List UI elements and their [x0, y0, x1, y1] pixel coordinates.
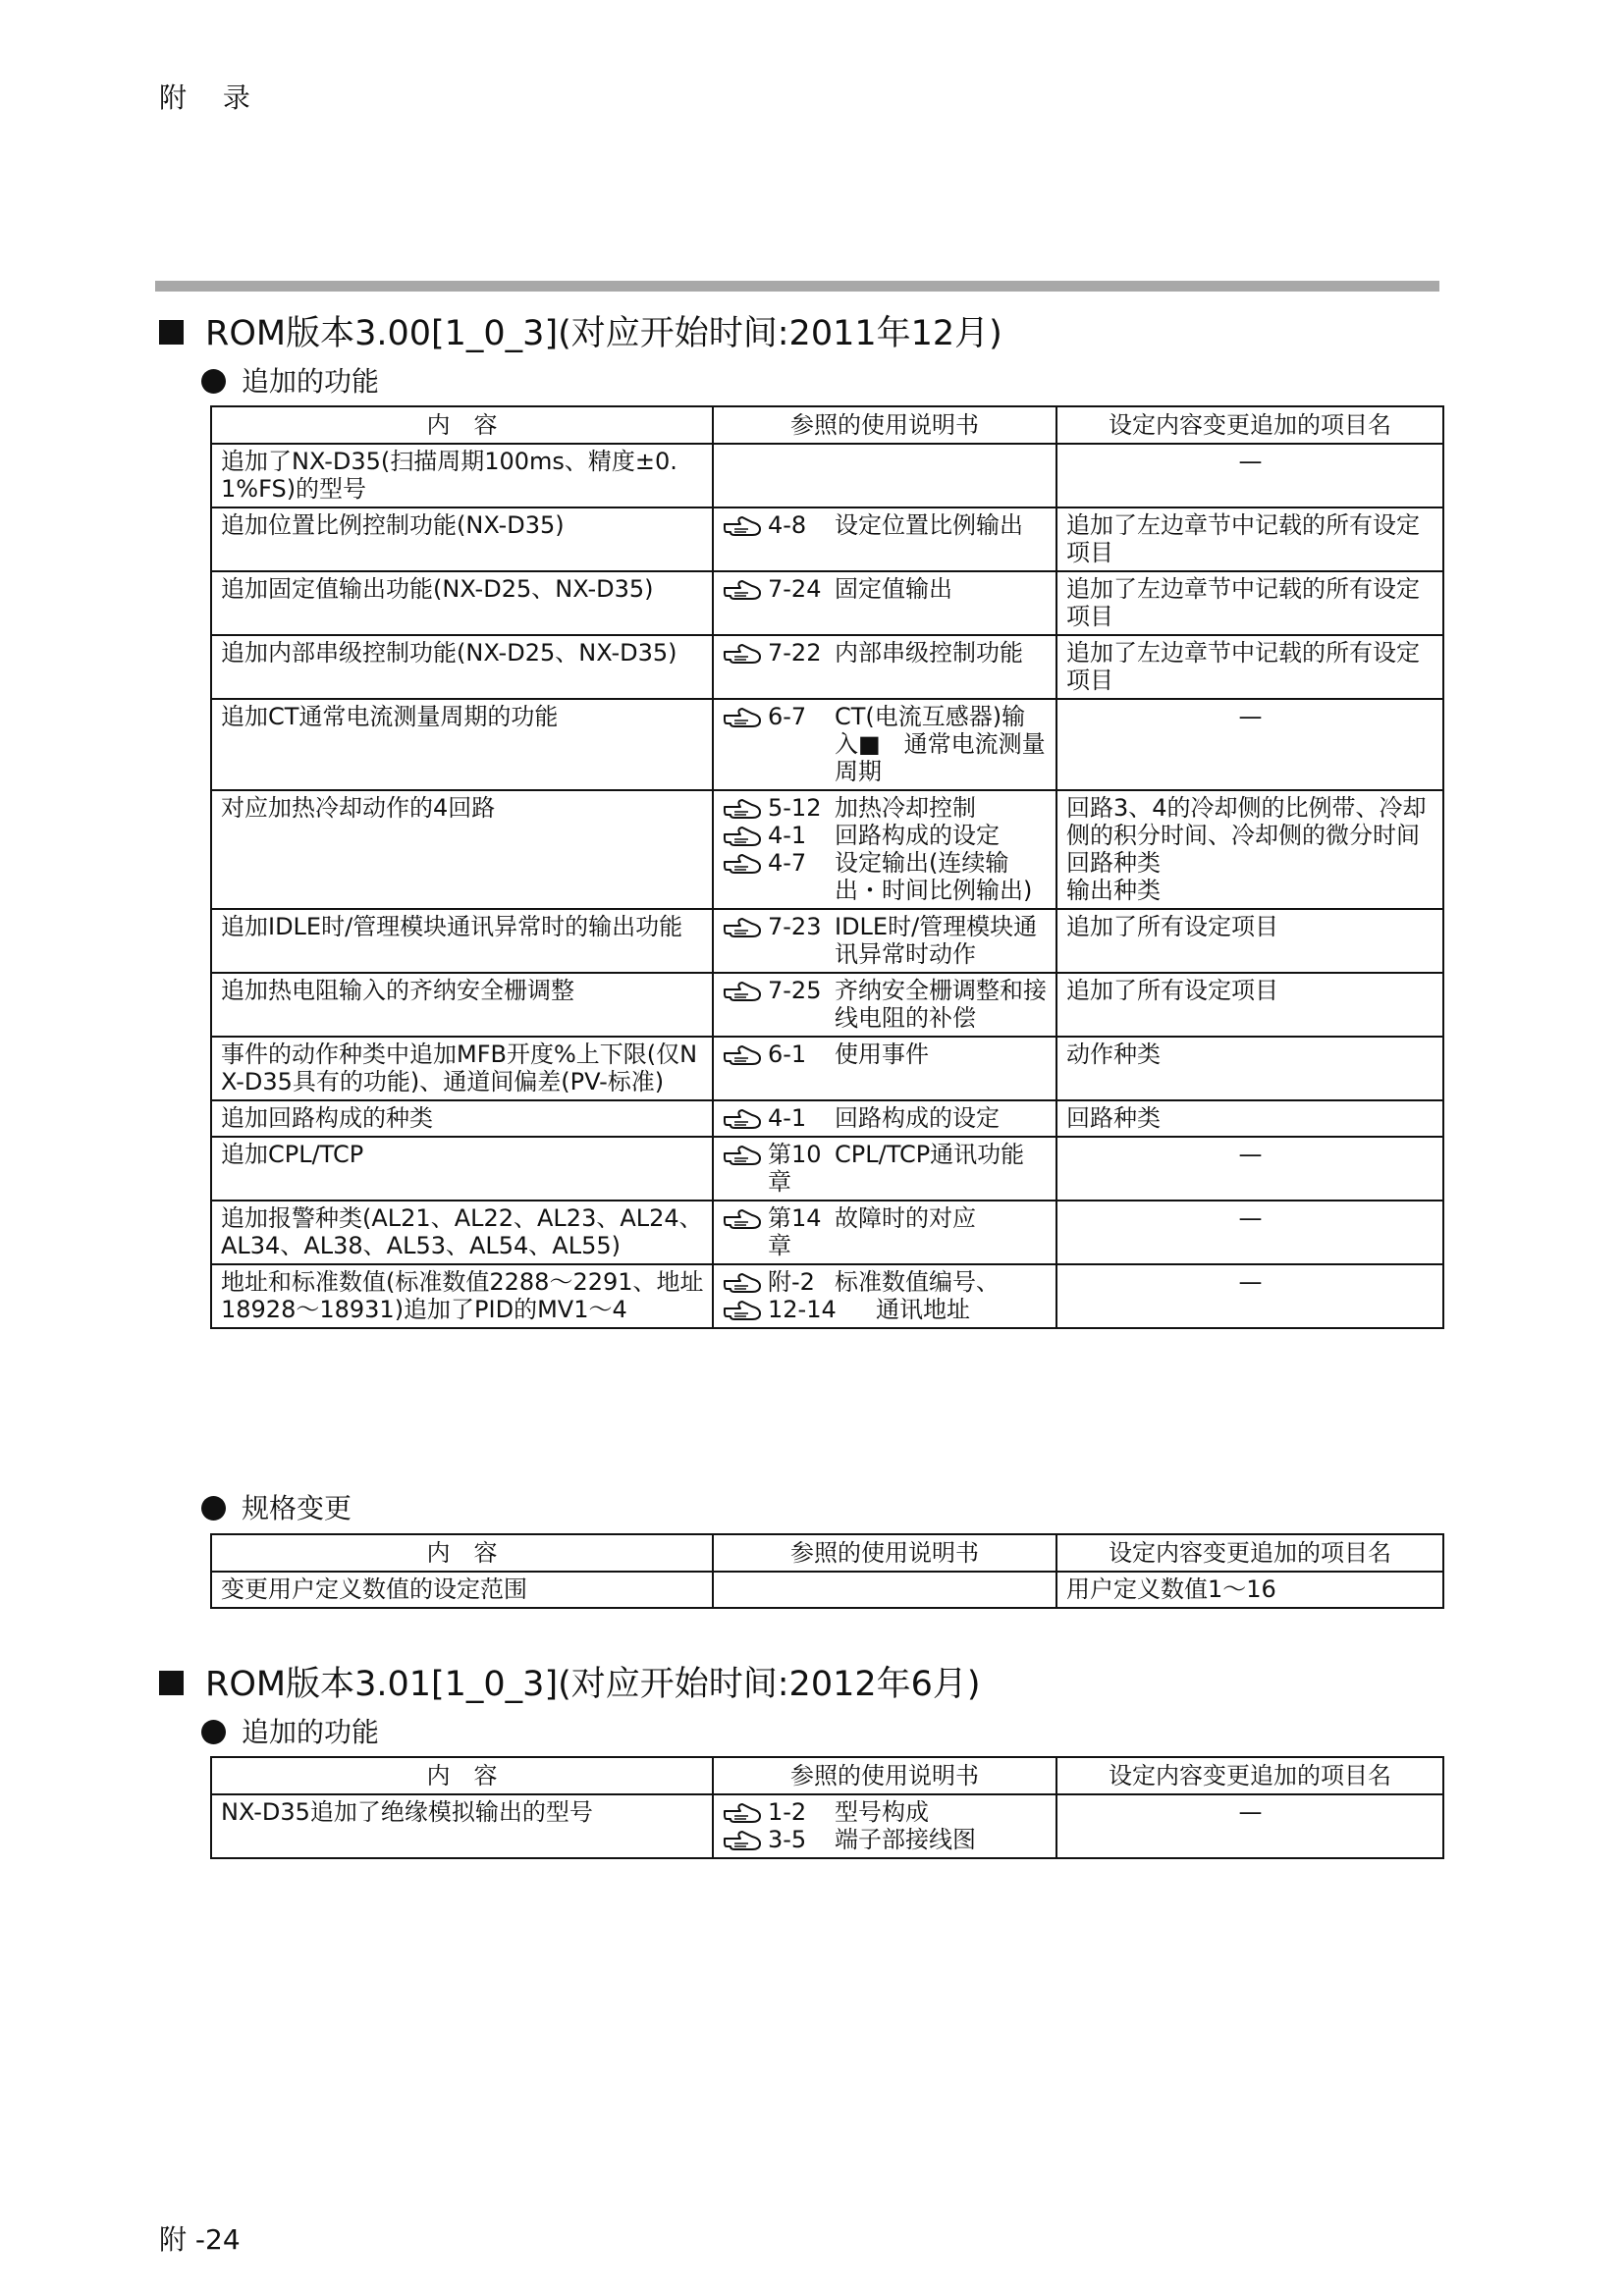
added-functions-table [210, 405, 1444, 1329]
subheading-added-functions: 追加的功能 [201, 360, 379, 400]
pointing-hand-icon [723, 703, 764, 728]
pointing-hand-icon [723, 1798, 764, 1824]
settings-cell: 追加了所有设定项目 [1056, 909, 1443, 973]
settings-cell: — [1056, 699, 1443, 790]
reference-cell [713, 1264, 1056, 1328]
settings-cell: 动作种类 [1056, 1037, 1443, 1100]
subheading-added-functions-2: 追加的功能 [201, 1711, 379, 1750]
table-row [211, 909, 1443, 973]
manual-reference [723, 849, 1048, 904]
manual-reference [723, 1104, 1048, 1132]
manual-reference [723, 575, 1048, 603]
content-cell: 追加报警种类(AL21、AL22、AL23、AL24、AL34、AL38、AL53、AL54、AL55) [211, 1201, 713, 1264]
content-cell: 变更用户定义数值的设定范围 [211, 1572, 713, 1608]
table-row [211, 635, 1443, 699]
reference-text: 故障时的对应 [835, 1204, 976, 1232]
pointing-hand-icon [723, 794, 764, 820]
reference-text: CT(电流互感器)输入■ 通常电流测量周期 [835, 703, 1046, 785]
column-header: 参照的使用说明书 [713, 1757, 1056, 1794]
settings-cell: — [1056, 1137, 1443, 1201]
reference-text: 型号构成 [835, 1798, 929, 1826]
table-row [211, 1572, 1443, 1608]
manual-reference [723, 794, 1048, 822]
pointing-hand-icon [723, 511, 764, 537]
manual-reference [723, 977, 1048, 1032]
reference-cell [713, 909, 1056, 973]
reference-text: 齐纳安全栅调整和接线电阻的补偿 [835, 977, 1047, 1032]
pointing-hand-icon [723, 1041, 764, 1066]
table-row [211, 1137, 1443, 1201]
page-number: 附 -24 [159, 2223, 241, 2256]
reference-text: 使用事件 [835, 1041, 929, 1068]
reference-cell [713, 635, 1056, 699]
content-cell: 追加CPL/TCP [211, 1137, 713, 1201]
reference-text: IDLE时/管理模块通讯异常时动作 [835, 913, 1038, 968]
content-cell: 追加固定值输出功能(NX-D25、NX-D35) [211, 571, 713, 635]
pointing-hand-icon [723, 822, 764, 847]
content-cell: 事件的动作种类中追加MFB开度%上下限(仅NX-D35具有的功能)、通道间偏差(PV-标准) [211, 1037, 713, 1100]
pointing-hand-icon [723, 1141, 764, 1166]
manual-reference [723, 703, 1048, 785]
pointing-hand-icon [723, 1296, 764, 1321]
table-row [211, 1037, 1443, 1100]
table-row [211, 699, 1443, 790]
settings-cell: — [1056, 1264, 1443, 1328]
reference-page: 4-7 [768, 849, 807, 877]
reference-page: 7-25 [768, 977, 822, 1004]
reference-cell [713, 1037, 1056, 1100]
table-row [211, 973, 1443, 1037]
column-header: 内 容 [211, 1757, 713, 1794]
settings-cell: — [1056, 1794, 1443, 1858]
reference-text: 设定位置比例输出 [835, 511, 1023, 539]
manual-reference [723, 511, 1048, 539]
reference-text: 内部串级控制功能 [835, 639, 1023, 667]
circle-bullet-icon [201, 369, 226, 394]
reference-text: 加热冷却控制 [835, 794, 976, 822]
square-bullet-icon [159, 320, 184, 345]
content-cell: 追加热电阻输入的齐纳安全栅调整 [211, 973, 713, 1037]
column-header: 内 容 [211, 406, 713, 444]
content-cell: 追加了NX-D35(扫描周期100ms、精度±0.1%FS)的型号 [211, 444, 713, 507]
pointing-hand-icon [723, 1826, 764, 1851]
column-header: 内 容 [211, 1534, 713, 1572]
reference-page: 4-8 [768, 511, 807, 539]
table-row [211, 1100, 1443, 1137]
table-row [211, 444, 1443, 507]
circle-bullet-icon [201, 1720, 226, 1744]
table-row [211, 1794, 1443, 1858]
reference-cell [713, 444, 1056, 507]
reference-page: 4-1 [768, 822, 807, 849]
circle-bullet-icon [201, 1496, 226, 1521]
pointing-hand-icon [723, 977, 764, 1002]
reference-text: 回路构成的设定 [835, 1104, 1000, 1132]
manual-reference [723, 1041, 1048, 1068]
column-header: 设定内容变更追加的项目名 [1056, 1534, 1443, 1572]
page-header: 附 录 [159, 81, 264, 114]
pointing-hand-icon [723, 575, 764, 601]
reference-text: 端子部接线图 [835, 1826, 976, 1853]
reference-page: 7-22 [768, 639, 822, 667]
table-row [211, 571, 1443, 635]
reference-page: 附-2 [768, 1268, 815, 1296]
column-header: 设定内容变更追加的项目名 [1056, 1757, 1443, 1794]
spec-change-table [210, 1533, 1444, 1609]
content-cell: 追加IDLE时/管理模块通讯异常时的输出功能 [211, 909, 713, 973]
settings-cell: 追加了左边章节中记载的所有设定项目 [1056, 635, 1443, 699]
reference-cell [713, 507, 1056, 571]
settings-cell: 追加了左边章节中记载的所有设定项目 [1056, 507, 1443, 571]
content-cell: NX-D35追加了绝缘模拟输出的型号 [211, 1794, 713, 1858]
pointing-hand-icon [723, 849, 764, 875]
reference-page: 第10章 [768, 1141, 822, 1196]
content-cell: 追加位置比例控制功能(NX-D35) [211, 507, 713, 571]
manual-reference [723, 1798, 1048, 1826]
table-header-row [211, 1534, 1443, 1572]
table-row [211, 1201, 1443, 1264]
pointing-hand-icon [723, 639, 764, 665]
settings-cell: 回路种类 [1056, 1100, 1443, 1137]
settings-cell: — [1056, 444, 1443, 507]
settings-cell: 用户定义数值1～16 [1056, 1572, 1443, 1608]
reference-text: CPL/TCP通讯功能 [835, 1141, 1025, 1168]
manual-reference [723, 1268, 1048, 1296]
settings-cell: — [1056, 1201, 1443, 1264]
section-title-rom-3-00: ROM版本3.00[1_0_3](对应开始时间:2011年12月) [159, 306, 1002, 355]
table-row [211, 1264, 1443, 1328]
reference-page: 3-5 [768, 1826, 807, 1853]
square-bullet-icon [159, 1671, 184, 1695]
reference-cell [713, 1201, 1056, 1264]
reference-cell [713, 1100, 1056, 1137]
reference-text: 设定输出(连续输出・时间比例输出) [835, 849, 1033, 904]
pointing-hand-icon [723, 1268, 764, 1294]
reference-cell [713, 1572, 1056, 1608]
reference-cell [713, 1137, 1056, 1201]
reference-page: 6-7 [768, 703, 807, 730]
settings-cell: 回路3、4的冷却侧的比例带、冷却侧的积分时间、冷却侧的微分时间 回路种类 输出种类 [1056, 790, 1443, 909]
reference-cell [713, 571, 1056, 635]
column-header: 设定内容变更追加的项目名 [1056, 406, 1443, 444]
column-header: 参照的使用说明书 [713, 1534, 1056, 1572]
manual-reference [723, 822, 1048, 849]
table-row [211, 507, 1443, 571]
reference-text: 固定值输出 [835, 575, 952, 603]
reference-cell [713, 790, 1056, 909]
reference-text: 标准数值编号、 [835, 1268, 1000, 1296]
content-cell: 追加CT通常电流测量周期的功能 [211, 699, 713, 790]
subheading-spec-change: 规格变更 [201, 1487, 352, 1526]
reference-page: 7-23 [768, 913, 822, 940]
reference-text: 通讯地址 [876, 1296, 970, 1323]
column-header: 参照的使用说明书 [713, 406, 1056, 444]
manual-reference [723, 1826, 1048, 1853]
reference-page: 第14章 [768, 1204, 822, 1259]
content-cell: 对应加热冷却动作的4回路 [211, 790, 713, 909]
content-cell: 地址和标准数值(标准数值2288～2291、地址18928～18931)追加了PID的MV1～4 [211, 1264, 713, 1328]
reference-page: 12-14 [768, 1296, 837, 1323]
manual-reference [723, 639, 1048, 667]
settings-cell: 追加了所有设定项目 [1056, 973, 1443, 1037]
added-functions-table-2 [210, 1756, 1444, 1859]
table-row [211, 790, 1443, 909]
manual-reference [723, 1296, 1048, 1323]
pointing-hand-icon [723, 1104, 764, 1130]
reference-text: 回路构成的设定 [835, 822, 1000, 849]
reference-page: 1-2 [768, 1798, 807, 1826]
section-divider [155, 281, 1439, 292]
section-title-rom-3-01: ROM版本3.01[1_0_3](对应开始时间:2012年6月) [159, 1657, 981, 1706]
pointing-hand-icon [723, 913, 764, 938]
manual-reference [723, 1204, 1048, 1259]
reference-page: 7-24 [768, 575, 822, 603]
reference-cell [713, 973, 1056, 1037]
content-cell: 追加回路构成的种类 [211, 1100, 713, 1137]
settings-cell: 追加了左边章节中记载的所有设定项目 [1056, 571, 1443, 635]
content-cell: 追加内部串级控制功能(NX-D25、NX-D35) [211, 635, 713, 699]
reference-page: 5-12 [768, 794, 822, 822]
reference-page: 4-1 [768, 1104, 807, 1132]
reference-cell [713, 1794, 1056, 1858]
pointing-hand-icon [723, 1204, 764, 1230]
reference-cell [713, 699, 1056, 790]
manual-reference [723, 1141, 1048, 1196]
reference-page: 6-1 [768, 1041, 807, 1068]
manual-reference [723, 913, 1048, 968]
table-header-row [211, 1757, 1443, 1794]
table-header-row [211, 406, 1443, 444]
